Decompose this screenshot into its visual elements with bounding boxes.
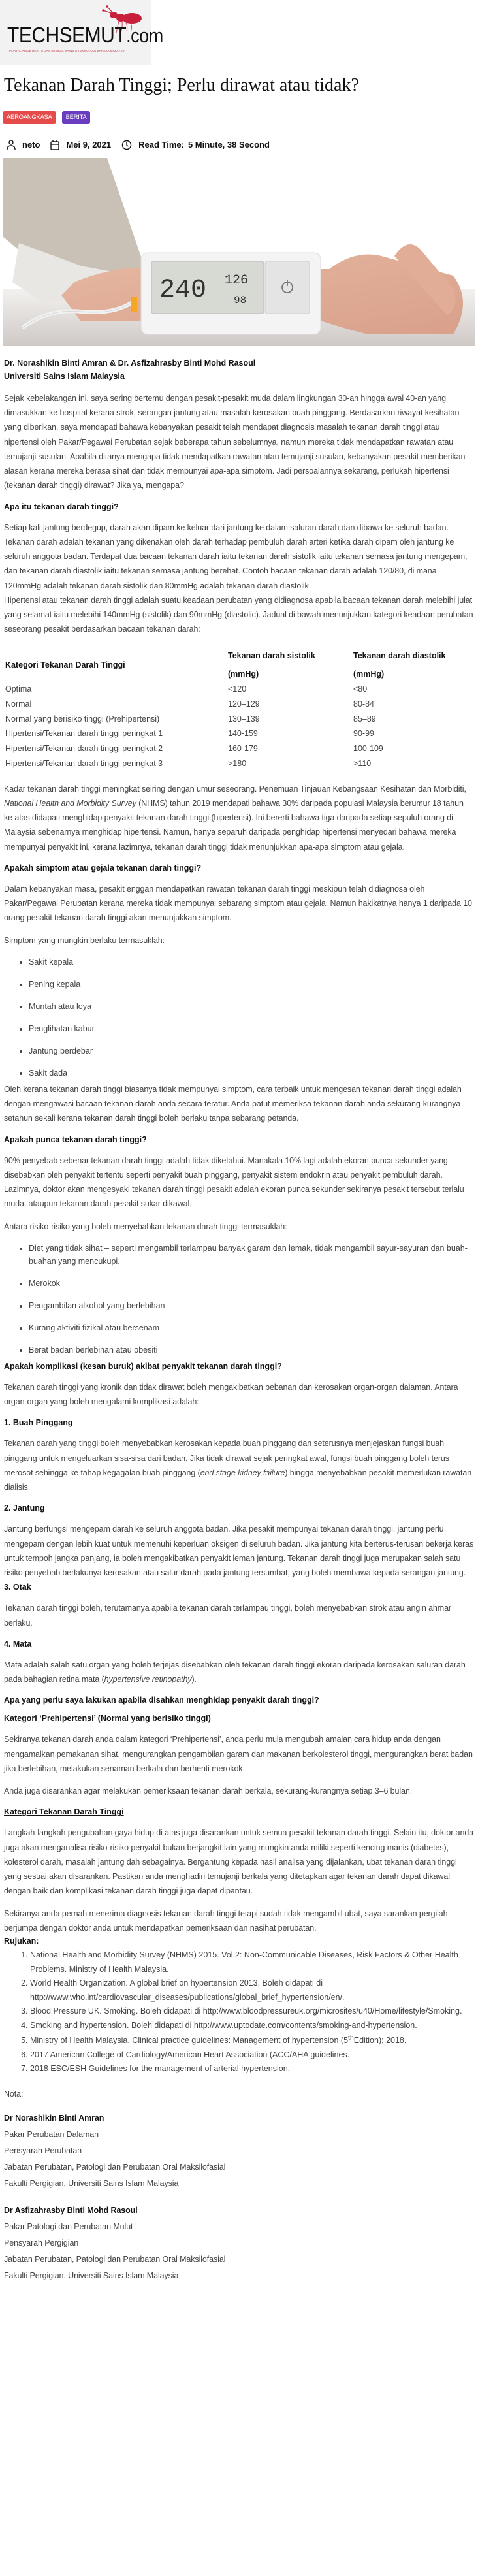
- rate-text-em: National Health and Morbidity Survey: [4, 798, 136, 808]
- eye-text-a: Mata adalah salah satu organ yang boleh terjejas disebabkan oleh tekanan darah tinggi ekoran daripada kerosakan saluran darah pada bahagian retina mata (: [4, 1660, 466, 1684]
- authors-affiliation: Universiti Sains Islam Malaysia: [4, 372, 125, 381]
- signature-line: Fakulti Pergigian, Universiti Sains Islam Malaysia: [4, 2270, 179, 2280]
- signature-block: [4, 2110, 474, 2192]
- risk-item: • Berat badan berlebihan atau obesiti: [29, 1344, 474, 1357]
- th-systolic-unit: (mmHg): [228, 669, 259, 679]
- reference-item: 3. Blood Pressure UK. Smoking. Boleh didapati di http://www.bloodpressureuk.org/microsites/u40/Home/lifestyle/Smoking.: [30, 2004, 474, 2019]
- paragraph-symptom-2: Simptom yang mungkin berlaku termasuklah:: [4, 935, 165, 945]
- signature-block: [4, 2202, 474, 2284]
- heading-todo: Apa yang perlu saya lakukan apabila disahkan menghidap penyakit darah tinggi?: [4, 1696, 319, 1705]
- clock-icon: [121, 140, 132, 150]
- th-diastolic: [352, 649, 474, 683]
- reference-item: 4. Smoking and hypertension. Boleh didapati di http://www.uptodate.com/contents/smoking-and-hypertension.: [30, 2019, 474, 2033]
- user-icon: [7, 140, 16, 150]
- category-badge-berita[interactable]: BERITA: [62, 111, 91, 124]
- cell-diastolic: >110: [353, 758, 372, 768]
- reading-systolic: 240: [159, 275, 207, 305]
- reading-diastolic: 126: [225, 272, 249, 288]
- heading-kidney: 1. Buah Pinggang: [4, 1418, 73, 1428]
- table-row: [4, 682, 474, 697]
- table-body: [4, 682, 474, 771]
- symptom-item: • Sakit kepala: [29, 956, 474, 969]
- signature-name: Dr Norashikin Binti Amran: [4, 2113, 104, 2123]
- paragraph-symptom-1: Dalam kebanyakan masa, pesakit enggan mendapatkan rawatan tekanan darah tinggi meskipun telah didiagnosa oleh Pakar/Pegawai Perubatan kerana mereka tidak mempunyai sebarang simptom atau gejala. Namun hakikatnya hanya 1 daripada 10 orang pesakit tekanan darah tinggi akan menunjukkan simptom.: [4, 884, 472, 923]
- logo-suffix: .com: [126, 25, 163, 47]
- article-authors: [4, 357, 474, 383]
- cell-systolic: 130–139: [228, 714, 260, 724]
- signature-line: Pensyarah Perubatan: [4, 2146, 82, 2155]
- cell-diastolic: 85–89: [353, 714, 376, 724]
- reading-pulse: 98: [234, 294, 247, 306]
- logo-tagline: PORTAL ARKIB BERITA DAN ARTIKEL SAINS & TEKNOLOGI BAHASA MALAYSIA: [9, 49, 126, 52]
- heading-cause: Apakah punca tekanan darah tinggi?: [4, 1135, 147, 1144]
- cell-systolic: 140-159: [228, 729, 258, 739]
- paragraph-what-2: Hipertensi atau tekanan darah tinggi adalah suatu keadaan perubatan yang didiagnosa apabila bacaan tekanan darah melebihi julat yang selamat iaitu melebihi 140mmHg (sistolik) dan 90mmHg (diastolic). Jadual di bawah menunjukkan kategori keadaan perubatan seseorang pesakit berdasarkan bacaan tekanan darah:: [4, 595, 473, 634]
- heading-references: Rujukan:: [4, 1937, 39, 1946]
- risk-item: • Diet yang tidak sihat – seperti mengambil terlampau banyak garam dan lemak, tidak mengambil sayur-sayuran dan buah-buahan yang mencukupi.: [29, 1242, 474, 1268]
- signature-line: Pensyarah Pergigian: [4, 2238, 79, 2247]
- meta-read-time: [121, 140, 270, 150]
- paragraph-symptom-3: Oleh kerana tekanan darah tinggi biasanya tidak mempunyai simptom, cara terbaik untuk mengesan tekanan darah tinggi adalah dengan mengawasi bacaan tekanan darah anda secara teratur. Anda patut memeriksa tekanan darah anda sekurang-kurangnya setahun sekali kerana tekanan darah tinggi boleh berlaku tanpa sebarang petanda.: [4, 1084, 462, 1123]
- article-title: Tekanan Darah Tinggi; Perlu dirawat atau tidak?: [4, 75, 359, 95]
- symptom-item: • Jantung berdebar: [29, 1044, 474, 1057]
- paragraph-what-1: Setiap kali jantung berdegup, darah akan dipam ke keluar dari jantung ke dalam saluran darah dan dibawa ke seluruh badan. Tekanan darah adalah tekanan yang dikenakan oleh darah terhadap pembuluh darah arteri ketika darah dipam oleh jantung ke seluruh anggota badan. Terdapat dua bacaan tekanan darah iaitu tekanan darah sistolik iaitu tekanan semasa jantung mengepam, dan tekanan darah diastolik iaitu tekanan semasa jantung berehat. Contoh bacaan tekanan darah adalah 120/80, di mana 120mmHg adalah tekanan darah sistolik dan 80mmHg adalah tekanan darah diastolik.: [4, 523, 468, 590]
- table-header-row: [4, 649, 474, 683]
- symptom-list: [29, 956, 474, 1080]
- reference-item: 6. 2017 American College of Cardiology/American Heart Association (ACC/AHA guidelines.: [30, 2048, 474, 2063]
- paragraph-prehyp-1: Sekiranya tekanan darah anda dalam kategori ‘Prehipertensi’, anda perlu mula mengubah amalan cara hidup anda dengan mengamalkan pemakanan sihat, mengurangkan pengambilan garam dan makanan berkolesterol tinggi, mengurangkan berat badan jika berlebihan, melakukan senaman berkala dan berhenti merokok.: [4, 1735, 473, 1773]
- cell-diastolic: 100-109: [353, 744, 383, 753]
- heading-category: Kategori Tekanan Darah Tinggi: [4, 1807, 124, 1817]
- signature-line: Fakulti Pergigian, Universiti Sains Islam Malaysia: [4, 2178, 179, 2188]
- publish-date: Mei 9, 2021: [66, 140, 112, 150]
- th-category: Kategori Tekanan Darah Tinggi: [5, 660, 125, 669]
- symptom-item: • Penglihatan kabur: [29, 1022, 474, 1035]
- meta-author[interactable]: [7, 140, 40, 150]
- paragraph-category-1: Langkah-langkah pengubahan gaya hidup di atas juga disarankan untuk semua pesakit tekanan darah tinggi. Selain itu, doktor anda juga akan menganalisa risiko-risiko penyakit bukan berjangkit lain yang mungkin anda miliki seperti kencing manis (diabetes), kolesterol darah, masalah jantung dah sebagainya. Bergantung kepada hasil analisa yang dijalankan, ubat tekanan darah tinggi yang sesuai akan disarankan. Pastikan anda menghadiri temujanji berkala yang ditetapkan agar tekanan darah dapat dikawal dengan baik dan komplikasi tekanan darah tinggi juga dapat dipantau.: [4, 1828, 474, 1896]
- risk-item: • Kurang aktiviti fizikal atau bersenam: [29, 1321, 474, 1334]
- symptom-item: • Pening kepala: [29, 978, 474, 991]
- paragraph-heart: Jantung berfungsi mengepam darah ke seluruh anggota badan. Jika pesakit mempunyai tekanan darah tinggi, jantung perlu mengepam dengan lebih kuat untuk memenuhi keperluan oksigen di seluruh badan. Jika jantung kita berterus-terusan bekerja keras untuk tempoh jangka panjang, ia boleh mengakibatkan penyakit lemah jantung. Tekanan darah tinggi juga merupakan salah satu risiko penyebab berlakunya kerosakan atau salur darah pada jantung tersumbat, yang boleh membawa kepada serangan jantung.: [4, 1524, 474, 1577]
- heading-what: Apa itu tekanan darah tinggi?: [4, 502, 119, 511]
- paragraph-cause-2: Antara risiko-risiko yang boleh menyebabkan tekanan darah tinggi termasuklah:: [4, 1221, 287, 1231]
- reference-list: [30, 1948, 474, 2076]
- paragraph-rate: [4, 782, 474, 854]
- paragraph-brain: Tekanan darah tinggi boleh, terutamanya apabila tekanan darah terlampau tinggi, boleh menyebabkan strok atau angin ahmar berlaku.: [4, 1603, 451, 1628]
- table-row: [4, 712, 474, 727]
- category-badges: [3, 111, 475, 124]
- symptom-item: • Muntah atau loya: [29, 1000, 474, 1013]
- article-body: [3, 357, 475, 2284]
- meta-date: [50, 140, 111, 150]
- cell-systolic: 120–129: [228, 699, 260, 709]
- heading-complication: Apakah komplikasi (kesan buruk) akibat penyakit tekanan darah tinggi?: [4, 1361, 282, 1371]
- bp-category-table: [4, 649, 474, 771]
- read-time-value: 5 Minute, 38 Second: [187, 140, 270, 150]
- kidney-text-em: end stage kidney failure: [200, 1468, 285, 1477]
- eye-text-em: hypertensive retinopathy: [104, 1675, 192, 1684]
- heading-brain: 3. Otak: [4, 1583, 31, 1592]
- blood-pressure-illustration: [3, 158, 475, 346]
- cell-category: Normal yang berisiko tinggi (Prehipertensi): [5, 714, 160, 724]
- eye-text-b: ).: [191, 1675, 197, 1684]
- cell-systolic: <120: [228, 684, 247, 694]
- hero-image: [3, 158, 475, 346]
- paragraph-prehyp-2: Anda juga disarankan agar melakukan pemeriksaan tekanan darah berkala, sekurang-kurangnya setiap 3–6 bulan.: [4, 1786, 413, 1795]
- author-name[interactable]: neto: [22, 140, 40, 150]
- signature-line: Pakar Patologi dan Perubatan Mulut: [4, 2221, 133, 2231]
- nota-label: Nota;: [4, 2089, 24, 2099]
- cell-category: Optima: [5, 684, 32, 694]
- kidney-text-a: Tekanan darah yang tinggi boleh menyebabkan kerosakan kepada buah pinggang dan seterusnya menjejaskan fungsi buah pinggang untuk mengeluarkan sisa-sisa dari badan. Jika tidak dirawat sejak peringkat awal, fungsi buah pinggang boleh terus merosot sehingga ke tahap kegagalan buah pinggang (: [4, 1439, 449, 1477]
- paragraph-category-2: Sekiranya anda pernah menerima diagnosis tekanan darah tinggi tetapi sudah tidak mengambil ubat, saya sarankan pergilah berjumpa dengan doktor anda untuk mendapatkan pemeriksaan dan nasihat perubatan.: [4, 1908, 448, 1933]
- heading-symptom: Apakah simptom atau gejala tekanan darah tinggi?: [4, 863, 202, 873]
- calendar-icon: [50, 140, 59, 150]
- th-systolic-label: Tekanan darah sistolik: [228, 651, 315, 660]
- signatures: [4, 2110, 474, 2284]
- signature-line: Jabatan Perubatan, Patologi dan Perubatan Oral Maksilofasial: [4, 2254, 226, 2264]
- cell-systolic: 160-179: [228, 744, 258, 753]
- authors-names: Dr. Norashikin Binti Amran & Dr. Asfizahrasby Binti Mohd Rasoul: [4, 358, 256, 368]
- logo-wordmark: [7, 24, 163, 48]
- cell-diastolic: 80-84: [353, 699, 374, 709]
- symptom-item: • Sakit dada: [29, 1067, 474, 1080]
- kidney-text-b: ) hingga menyebabkan pesakit memerlukan rawatan dialisis.: [4, 1468, 472, 1492]
- cell-category: Hipertensi/Tekanan darah tinggi peringkat 2: [5, 744, 163, 753]
- reference-item: 1. National Health and Morbidity Survey (NHMS) 2015. Vol 2: Non-Communicable Diseases, Risk Factors & Other Health Problems. Ministry of Health Malaysia.: [30, 1948, 474, 1976]
- th-systolic: [227, 649, 352, 683]
- risk-item: • Pengambilan alkohol yang berlebihan: [29, 1299, 474, 1312]
- cell-category: Hipertensi/Tekanan darah tinggi peringkat 1: [5, 729, 163, 739]
- cell-category: Hipertensi/Tekanan darah tinggi peringkat 3: [5, 758, 163, 768]
- superscript: th: [348, 2035, 354, 2042]
- table-row: [4, 756, 474, 771]
- table-row: [4, 697, 474, 712]
- table-row: [4, 726, 474, 741]
- logo-text: TECHSEMUT: [7, 24, 127, 48]
- cell-diastolic: <80: [353, 684, 368, 694]
- rate-text-a: Kadar tekanan darah tinggi meningkat seiring dengan umur seseorang. Penemuan Tinjauan Kebangsaan Kesihatan dan Morbiditi,: [4, 784, 466, 794]
- risk-item: • Merokok: [29, 1277, 474, 1290]
- cell-diastolic: 90-99: [353, 729, 374, 739]
- th-diastolic-unit: (mmHg): [353, 669, 385, 679]
- signature-name: Dr Asfizahrasby Binti Mohd Rasoul: [4, 2205, 138, 2215]
- heading-heart: 2. Jantung: [4, 1504, 45, 1513]
- paragraph-complication: Tekanan darah tinggi yang kronik dan tidak dirawat boleh mengakibatkan bebanan dan kerosakan organ-organ dalaman. Antara organ-organ yang boleh mengalami komplikasi adalah:: [4, 1382, 458, 1406]
- intro-paragraph: Sejak kebelakangan ini, saya sering bertemu dengan pesakit-pesakit muda dalam lingkungan 30-an hingga awal 40-an yang dimasukkan ke hospital kerana strok, serangan jantung atau masalah kerosakan buah pinggang. Berdasarkan riwayat kesihatan yang diberikan, saya mendapati bahawa kebanyakan pesakit telah mendapat diagnosis masalah tekanan darah tinggi atau hipertensi oleh Pakar/Pegawai Perubatan sejak beberapa tahun sebelumnya, namun mereka tidak mendapatkan rawatan atau temujanji susulan. Apabila ditanya mengapa tidak mendapatkan rawatan atau temujanji susulan, kebanyakan pesakit memberikan alasan kerana mereka berasa sihat dan tidak mempunyai apa-apa simptom. Jadi persoalannya sekarang, perlukah hipertensi (tekanan darah tinggi) dirawat? Jika ya, mengapa?: [4, 393, 466, 491]
- read-time-label: Read Time:: [138, 140, 184, 150]
- heading-prehypertension: Kategori ‘Prehipertensi’ (Normal yang berisiko tinggi): [4, 1714, 211, 1724]
- reference-item: 7. 2018 ESC/ESH Guidelines for the management of arterial hypertension.: [30, 2062, 474, 2076]
- risk-list: [29, 1242, 474, 1357]
- category-badge-aeroangkasa[interactable]: AEROANGKASA: [3, 111, 56, 124]
- paragraph-kidney: [4, 1436, 474, 1494]
- rate-text-b: (NHMS) tahun 2019 mendapati bahawa 30% daripada populasi Malaysia berumur 18 tahun ke atas didapati menghidap penyakit tekanan darah tinggi (hipertensi). Ini bererti bahawa tiga daripada setiap sepuluh orang di Malaysia sebenarnya menghidap hipertensi. Namun, hanya separuh daripada penghidap hipertensi menyedari bahawa mereka mempunyai penyakit ini, kerana lazimnya, tekanan darah tinggi tidak menunjukkan apa-apa simptom atau gejala.: [4, 798, 464, 852]
- paragraph-cause-1: 90% penyebab sebenar tekanan darah tinggi adalah tidak diketahui. Manakala 10% lagi adalah ekoran punca sekunder yang disebabkan oleh penyakit tertentu seperti penyakit buah pinggang, penyakit sistem endokrin atau penyakit pembuluh darah. Lazimnya, doktor akan mengesyaki tekanan darah tinggi pesakit adalah ekoran punca sekunder sekiranya pesakit tersebut terlalu muda, ataupun tekanan darah pesakit sukar dikawal.: [4, 1155, 464, 1209]
- reference-item: 5. Ministry of Health Malaysia. Clinical practice guidelines: Management of hypertension (5thEdition); 2018.: [30, 2033, 474, 2048]
- th-diastolic-label: Tekanan darah diastolik: [353, 651, 446, 660]
- paragraph-eye: [4, 1658, 474, 1687]
- cell-systolic: >180: [228, 758, 247, 768]
- reference-item: 2. World Health Organization. A global brief on hypertension 2013. Boleh didapati di http://www.who.int/cardiovascular_diseases/publications/global_brief_hypertension/en/.: [30, 1976, 474, 2004]
- heading-eye: 4. Mata: [4, 1639, 32, 1649]
- cell-category: Normal: [5, 699, 32, 709]
- site-logo[interactable]: [0, 0, 163, 65]
- signature-line: Jabatan Perubatan, Patologi dan Perubatan Oral Maksilofasial: [4, 2162, 226, 2172]
- signature-line: Pakar Perubatan Dalaman: [4, 2129, 99, 2139]
- article-meta: [7, 140, 475, 150]
- table-row: [4, 741, 474, 756]
